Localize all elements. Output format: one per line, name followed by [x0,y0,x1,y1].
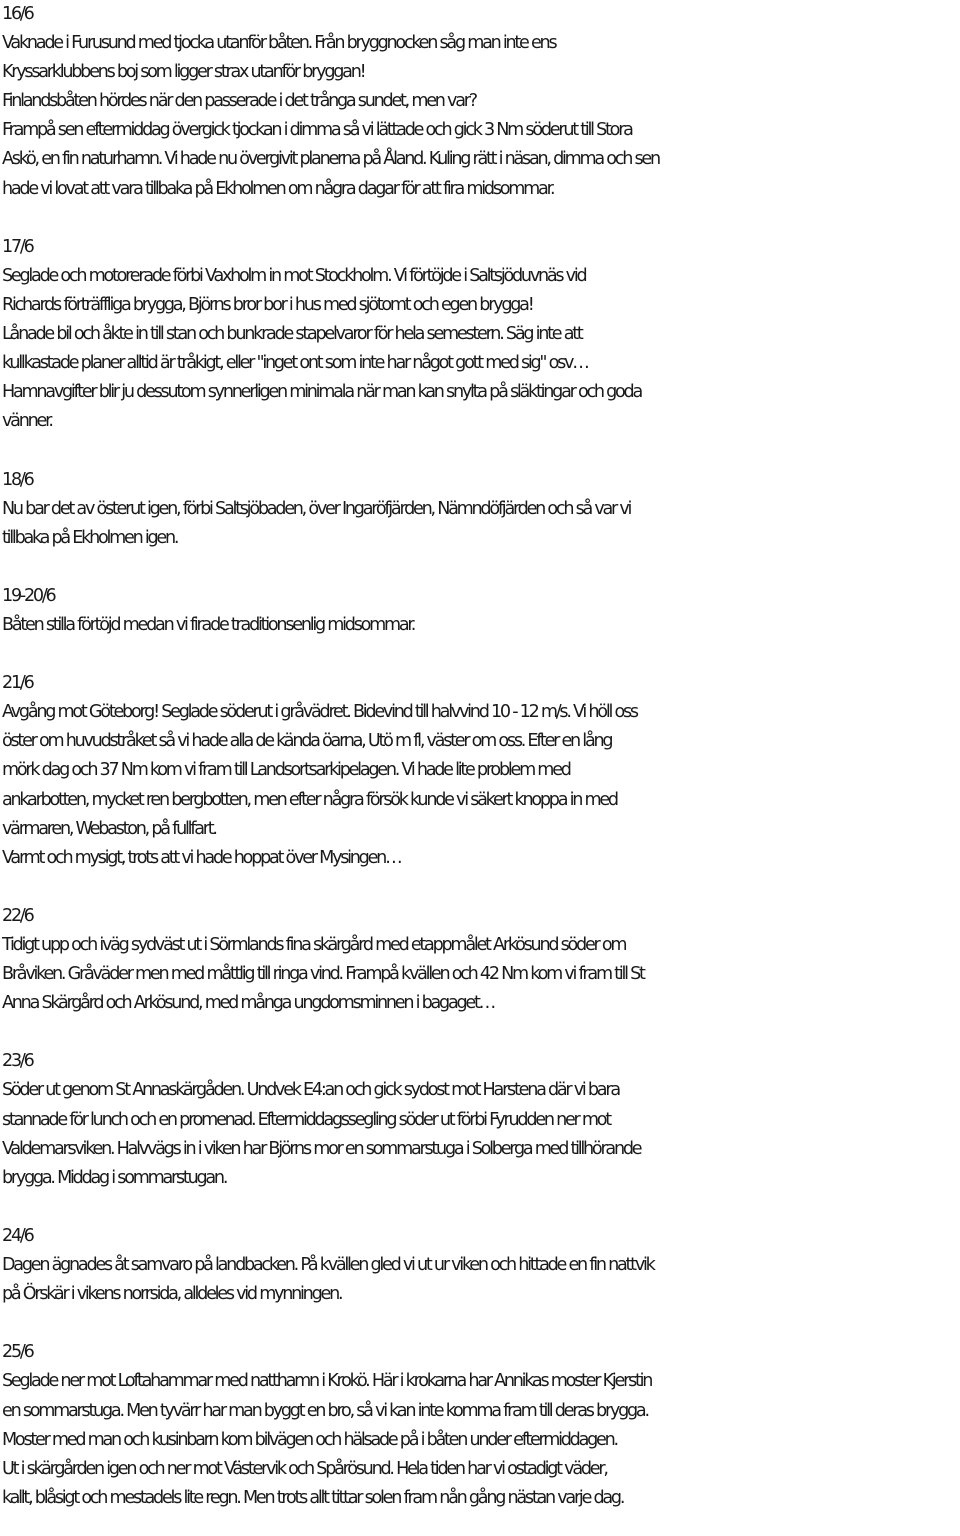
paragraph-gap [2,873,958,902]
entry-text-line: Lånade bil och åkte in till stan och bunkrade stapelvaror för hela semestern. Säg inte att [2,324,582,345]
entry-text-line: mörk dag och 37 Nm kom vi fram till Landsortsarkipelagen. Vi hade lite problem med [2,760,570,781]
entry-text-line: öster om huvudstråket så vi hade alla de kända öarna, Utö m fl, väster om oss. Efter en lång [2,731,612,752]
entry-text-line: Kryssarklubbens boj som ligger strax utanför bryggan! [2,62,365,83]
entry-text-line: kallt, blåsigt och mestadels lite regn. Men trots allt tittar solen fram nån gång nästan varje dag. [2,1487,624,1508]
entry-text-line: Frampå sen eftermiddag övergick tjockan i dimma så vi lättade och gick 3 Nm söderut till Stora [2,120,632,141]
entry-text-line: Vaknade i Furusund med tjocka utanför båten. Från bryggnocken såg man inte ens [2,33,556,54]
logbook-page [2,0,958,1513]
entry-text-line: kullkastade planer alltid är tråkigt, eller "inget ont som inte har något gott med sig" osv… [2,353,588,374]
entry-date: 17/6 [2,236,33,257]
entry-text-line: en sommarstuga. Men tyvärr har man byggt en bro, så vi kan inte komma fram till deras brygga. [2,1400,648,1421]
entry-date: 24/6 [2,1225,33,1246]
entry-text-line: Avgång mot Göteborg! Seglade söderut i gråvädret. Bidevind till halvvind 10 - 12 m/s. Vi höll oss [2,702,637,723]
entry-text-line: Hamnavgifter blir ju dessutom synnerligen minimala när man kan snylta på släktingar och goda [2,382,642,403]
entry-text-line: Nu bar det av österut igen, förbi Saltsjöbaden, över Ingaröfjärden, Nämndöfjärden och så var vi [2,498,631,519]
entry-text-line: ankarbotten, mycket ren bergbotten, men efter några försök kunde vi säkert knoppa in med [2,789,617,810]
entry-text-line: Tidigt upp och iväg sydväst ut i Sörmlands fina skärgård med etappmålet Arkösund söder om [2,935,626,955]
entry-text-line: Richards förträffliga brygga, Björns bror bor i hus med sjötomt och egen brygga! [2,294,533,315]
entry-text-line: Valdemarsviken. Halvvägs in i viken har Björns mor en sommarstuga i Solberga med tillhörande [2,1138,641,1159]
entry-text-line: hade vi lovat att vara tillbaka på Ekholmen om några dagar för att fira midsommar. [2,178,554,199]
entry-date: 18/6 [2,469,33,490]
entry-text-line: Anna Skärgård och Arkösund, med många ungdomsminnen i bagaget… [2,993,494,1014]
entry-text-line: Ut i skärgården igen och ner mot Västervik och Spårösund. Hela tiden har vi ostadigt väder, [2,1458,607,1479]
entry-text-line: tillbaka på Ekholmen igen. [2,527,178,548]
entry-text-line: Bråviken. Gråväder men med måttlig till ringa vind. Frampå kvällen och 42 Nm kom vi fram till St [2,964,644,985]
entry-text-line: Varmt och mysigt, trots att vi hade hoppat över Mysingen… [2,847,401,868]
entry-date: 21/6 [2,673,33,694]
entry-text-line: Seglade och motorerade förbi Vaxholm in mot Stockholm. Vi förtöjde i Saltsjöduvnäs vid [2,265,586,286]
paragraph-gap [2,204,958,233]
entry-text-line: Moster med man och kusinbarn kom bilvägen och hälsade på i båten under eftermiddagen. [2,1429,617,1450]
log-entry-17-6 [2,233,958,437]
entry-text-line: Båten stilla förtöjd medan vi firade traditionsenlig midsommar. [2,614,415,635]
entry-text-line: Seglade ner mot Loftahammar med natthamn i Krokö. Här i krokarna har Annikas moster Kjerstin [2,1371,652,1392]
paragraph-gap [2,1018,958,1047]
entry-text-line: vänner. [2,411,52,432]
entry-date: 16/6 [2,4,33,24]
entry-text-line: Finlandsbåten hördes när den passerade i det trånga sundet, men var? [2,91,476,112]
entry-text-line: stannade för lunch och en promenad. Eftermiddagssegling söder ut förbi Fyrudden ner mot [2,1109,610,1130]
log-entry-24-6 [2,1222,958,1309]
log-entry-23-6 [2,1047,958,1192]
entry-text-line: Askö, en fin naturhamn. Vi hade nu övergivit planerna på Åland. Kuling rätt i näsan, dimma och sen [2,149,659,170]
log-entry-18-6 [2,466,958,553]
entry-text-line: värmaren, Webaston, på fullfart. [2,818,216,839]
entry-date: 22/6 [2,905,33,926]
paragraph-gap [2,1309,958,1338]
entry-text-line: Dagen ägnades åt samvaro på landbacken. På kvällen gled vi ut ur viken och hittade en fin nattvik [2,1255,654,1276]
log-entry-22-6 [2,902,958,1018]
log-entry-16-6 [2,0,958,204]
entry-date: 23/6 [2,1051,33,1072]
paragraph-gap [2,436,958,465]
log-entry-19-20-6 [2,582,958,640]
entry-text-line: brygga. Middag i sommarstugan. [2,1167,227,1188]
entry-date: 25/6 [2,1342,33,1363]
entry-text-line: på Örskär i vikens norrsida, alldeles vid mynningen. [2,1284,342,1305]
entry-date: 19-20/6 [2,585,55,606]
log-entry-21-6 [2,669,958,873]
entry-text-line: Söder ut genom St Annaskärgåden. Undvek E4:an och gick sydost mot Harstena där vi bara [2,1080,619,1101]
paragraph-gap [2,640,958,669]
log-entry-25-6 [2,1338,958,1513]
paragraph-gap [2,1193,958,1222]
paragraph-gap [2,553,958,582]
